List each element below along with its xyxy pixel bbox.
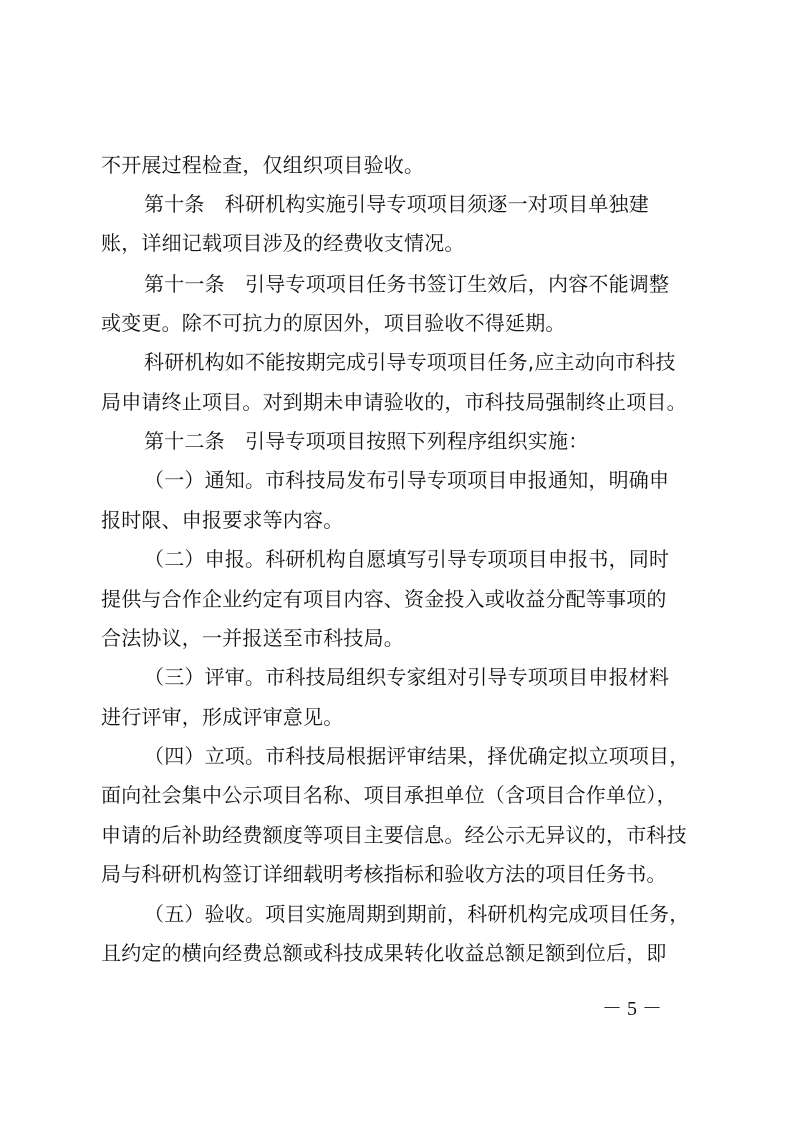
- paragraph-line-12: 提供与合作企业约定有项目内容、资金投入或收益分配等事项的: [101, 587, 667, 611]
- paragraph-line-1: 不开展过程检查，仅组织项目验收。: [101, 153, 425, 177]
- paragraph-line-14: （三）评审。市科技局组织专家组对引导专项项目申报材料: [144, 665, 670, 689]
- paragraph-line-13: 合法协议，一并报送至市科技局。: [101, 626, 404, 650]
- paragraph-line-8: 第十二条 引导专项项目按照下列程序组织实施：: [144, 429, 589, 453]
- paragraph-line-16: （四）立项。市科技局根据评审结果，择优确定拟立项项目，: [144, 744, 690, 768]
- paragraph-line-18: 申请的后补助经费额度等项目主要信息。经公示无异议的，市科技: [101, 823, 687, 847]
- paragraph-line-7: 局申请终止项目。对到期未申请验收的，市科技局强制终止项目。: [101, 390, 687, 414]
- paragraph-line-6: 科研机构如不能按期完成引导专项项目任务,应主动向市科技: [144, 350, 676, 374]
- paragraph-line-10: 报时限、申报要求等内容。: [101, 508, 344, 532]
- paragraph-line-3: 账，详细记载项目涉及的经费收支情况。: [101, 231, 465, 255]
- paragraph-line-15: 进行评审，形成评审意见。: [101, 705, 344, 729]
- paragraph-line-21: 且约定的横向经费总额或科技成果转化收益总额足额到位后，即: [101, 941, 667, 965]
- page-number: － 5 －: [602, 998, 662, 1020]
- paragraph-line-9: （一）通知。市科技局发布引导专项项目申报通知，明确申: [144, 468, 670, 492]
- paragraph-line-20: （五）验收。项目实施周期到期前，科研机构完成项目任务，: [144, 902, 690, 926]
- paragraph-line-4: 第十一条 引导专项项目任务书签订生效后，内容不能调整: [144, 272, 670, 296]
- paragraph-line-11: （二）申报。科研机构自愿填写引导专项项目申报书，同时: [144, 547, 670, 571]
- paragraph-line-19: 局与科研机构签订详细载明考核指标和验收方法的项目任务书。: [101, 862, 667, 886]
- paragraph-line-2: 第十条 科研机构实施引导专项项目须逐一对项目单独建: [144, 192, 649, 216]
- paragraph-line-5: 或变更。除不可抗力的原因外，项目验收不得延期。: [101, 311, 566, 335]
- paragraph-line-17: 面向社会集中公示项目名称、项目承担单位（含项目合作单位），: [101, 783, 677, 807]
